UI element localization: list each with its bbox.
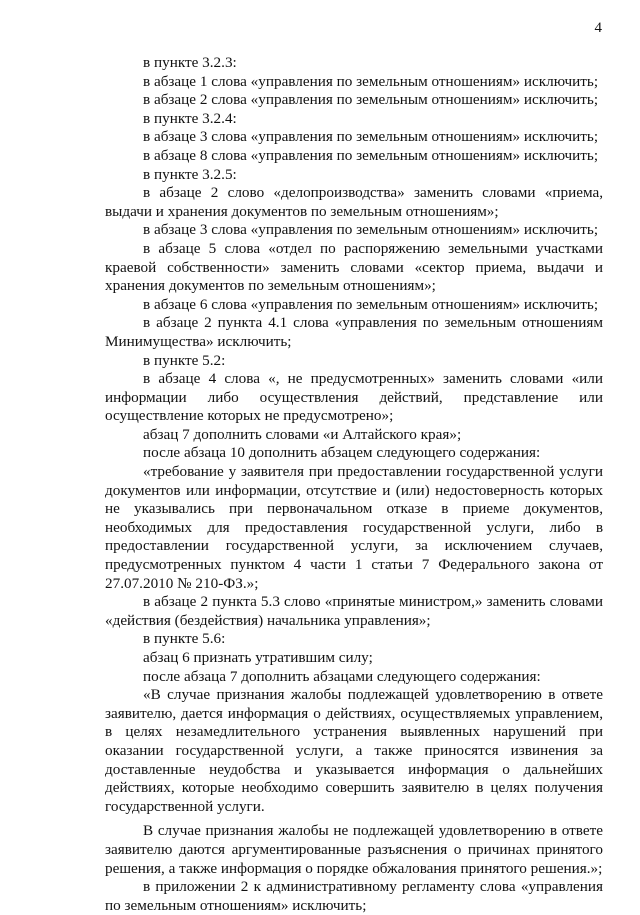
- paragraph: после абзаца 7 дополнить абзацами следующего содержания:: [143, 667, 541, 685]
- paragraph: в абзаце 2 пункта 5.3 слово «принятые министром,» заменить словами «действия (бездействия) начальника управления»;: [105, 593, 603, 629]
- paragraph: В случае признания жалобы не подлежащей удовлетворению в ответе заявителю даются аргументированные разъяснения о причинах принятого решения, а также информация о порядке обжалования принятого решения.»;: [105, 822, 603, 877]
- document-body: [105, 54, 603, 915]
- paragraph: в абзаце 3 слова «управления по земельным отношениям» исключить;: [143, 221, 599, 239]
- paragraph: в абзаце 5 слова «отдел по распоряжению земельными участками краевой собственности» заменить словами «сектор приема, выдачи и хранения документов по земельным отношениям»;: [105, 239, 603, 295]
- paragraph: в абзаце 2 пункта 4.1 слова «управления по земельным отношениям Минимущества» исключить;: [105, 314, 603, 350]
- paragraph: в абзаце 3 слова «управления по земельным отношениям» исключить;: [143, 128, 599, 146]
- paragraph: в приложении 2 к административному регламенту слова «управления по земельным отношениям» исключить;: [105, 878, 603, 914]
- paragraph: абзац 7 дополнить словами «и Алтайского края»;: [143, 425, 462, 443]
- paragraph: в абзаце 2 слова «управления по земельным отношениям» исключить;: [143, 91, 599, 109]
- paragraph: «В случае признания жалобы подлежащей удовлетворению в ответе заявителю, дается информация о действиях, осуществляемых управлением, в целях незамедлительного устранения выявленных нарушений при оказании государственной услуги, а также приносятся извинения за доставленные неудобства и указывается информация о дальнейших действиях, которые необходимо совершить заявителю в целях получения государственной услуги.: [105, 686, 603, 815]
- paragraph: в пункте 5.6:: [143, 630, 226, 648]
- paragraph: в абзаце 8 слова «управления по земельным отношениям» исключить;: [143, 146, 599, 164]
- paragraph: в пункте 3.2.3:: [143, 54, 237, 71]
- paragraph: в пункте 3.2.4:: [143, 109, 237, 127]
- paragraph: «требование у заявителя при предоставлении государственной услуги документов или информации, отсутствие и (или) недостоверность которых не указывались при первоначальном отказе в приеме документов, необходимых для предоставления государственной услуги, либо в предоставлении государственной услуги, за исключением случаев, предусмотренных пунктом 4 части 1 статьи 7 Федерального закона от 27.07.2010 № 210-ФЗ.»;: [105, 463, 603, 592]
- page-number: 4: [594, 20, 602, 36]
- paragraph: абзац 6 признать утратившим силу;: [143, 649, 373, 666]
- paragraph: в абзаце 6 слова «управления по земельным отношениям» исключить;: [143, 295, 599, 313]
- paragraph: после абзаца 10 дополнить абзацем следующего содержания:: [143, 444, 541, 462]
- paragraph: в пункте 5.2:: [143, 351, 226, 369]
- paragraph: в абзаце 4 слова «, не предусмотренных» заменить словами «или информации либо осуществления действий, представление или осуществление которых не предусмотрено»;: [105, 370, 603, 425]
- paragraph: в пункте 3.2.5:: [143, 165, 237, 183]
- paragraph: в абзаце 2 слово «делопроизводства» заменить словами «приема, выдачи и хранения документов по земельным отношениям»;: [105, 184, 603, 220]
- paragraph: в абзаце 1 слова «управления по земельным отношениям» исключить;: [143, 72, 599, 90]
